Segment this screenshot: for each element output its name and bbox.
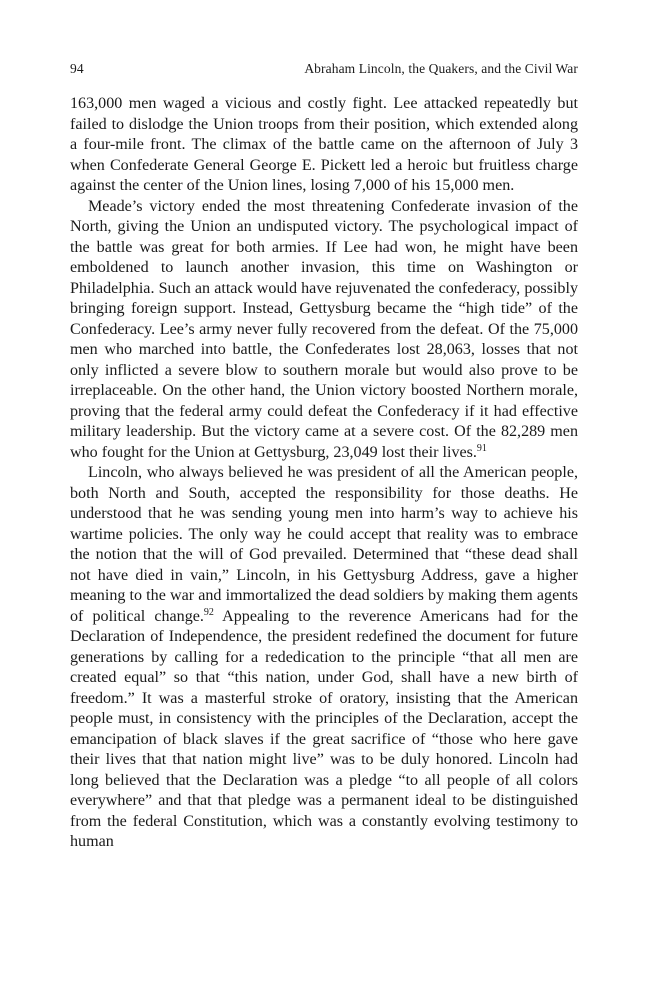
page-number: 94 bbox=[70, 61, 84, 76]
paragraph bbox=[70, 197, 578, 464]
footnote-marker: 91 bbox=[476, 442, 487, 454]
book-page bbox=[70, 60, 578, 853]
paragraph-text: Appealing to the reverence Americans had for the Declaration of Independence, the president redefined the document for future generations by calling for a rededication to the principle “that all men are created equal” so that “this nation, under God, shall have a new birth of freedom.” It was a masterful stroke of oratory, insisting that the American people must, in consistency with the principles of the Declaration, accept the emancipation of black slaves if the great sacrifice of “those who here gave their lives that that nation might live” was to be duly honored. Lincoln had long believed that the Declaration was a pledge “to all people of all colors everywhere” and that that pledge was a permanent ideal to be distinguished from the federal Constitution, which was a constantly evolving testimony to human bbox=[70, 607, 578, 850]
paragraph-text: 163,000 men waged a vicious and costly fight. Lee attacked repeatedly but failed to dislodge the Union troops from their position, which extended along a four-mile front. The climax of the battle came on the afternoon of July 3 when Confederate General George E. Pickett led a heroic but fruitless charge against the center of the Union lines, losing 7,000 of his 15,000 men. bbox=[70, 95, 578, 194]
paragraph bbox=[70, 94, 578, 197]
running-header bbox=[70, 60, 578, 78]
paragraph-text: Lincoln, who always believed he was president of all the American people, both North and South, accepted the responsibility for those deaths. He understood that he was sending young men into harm’s way to achieve his wartime policies. The only way he could accept that reality was to embrace the notion that the will of God prevailed. Determined that “these dead shall not have died in vain,” Lincoln, in his Gettysburg Address, gave a higher meaning to the war and immortalized the dead soldiers by making them agents of political change. bbox=[70, 464, 578, 625]
footnote-marker: 92 bbox=[203, 606, 214, 618]
paragraph bbox=[70, 463, 578, 853]
paragraph-text: Meade’s victory ended the most threatening Confederate invasion of the North, giving the Union an undisputed victory. The psychological impact of the battle was great for both armies. If Lee had won, he might have been emboldened to launch another invasion, this time on Washington or Philadelphia. Such an attack would have rejuvenated the confederacy, possibly bringing foreign support. Instead, Gettysburg became the “high tide” of the Confederacy. Lee’s army never fully recovered from the defeat. Of the 75,000 men who marched into battle, the Confederates lost 28,063, losses that not only inflicted a severe blow to southern morale but would also prove to be irreplaceable. On the other hand, the Union victory boosted Northern morale, proving that the federal army could defeat the Confederacy if it had effective military leadership. But the victory came at a severe cost. Of the 82,289 men who fought for the Union at Gettysburg, 23,049 lost their lives. bbox=[70, 197, 578, 461]
running-title: Abraham Lincoln, the Quakers, and the Civil War bbox=[304, 61, 578, 76]
body-text bbox=[70, 94, 578, 853]
